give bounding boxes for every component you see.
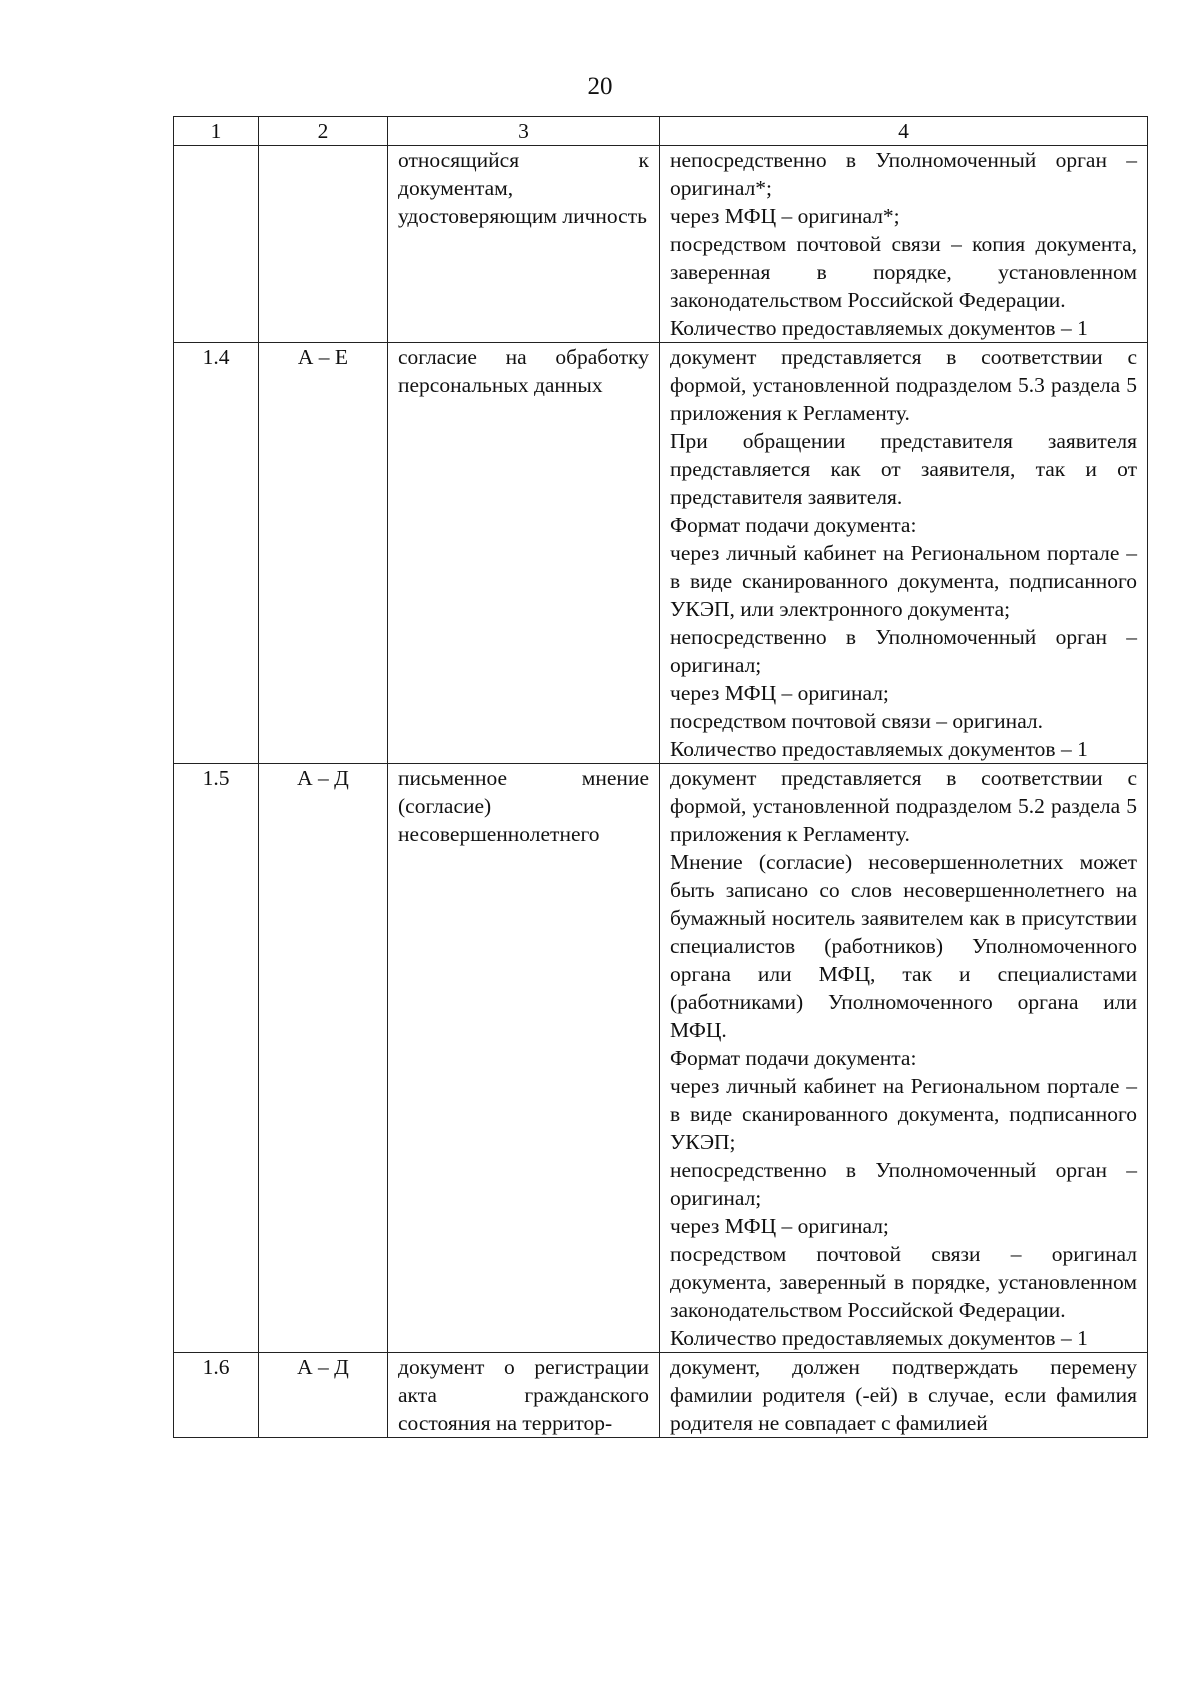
details-paragraph: Количество предоставляемых документов – 1 <box>670 316 1088 340</box>
page-number: 20 <box>587 73 613 100</box>
column-header-4: 4 <box>660 117 1148 146</box>
document-name: относящийся к документам, удостоверяющим личность <box>388 146 660 343</box>
details-paragraph: Количество предоставляемых документов – 1 <box>670 1326 1088 1350</box>
details-paragraph: документ представляется в соответствии с формой, установленной подразделом 5.3 раздела 5 приложения к Регламенту. <box>670 345 1137 425</box>
table-header-row <box>174 117 1148 146</box>
details-paragraph: Формат подачи документа: <box>670 513 917 537</box>
column-header-1: 1 <box>174 117 259 146</box>
table-row <box>174 764 1148 1353</box>
document-name: документ о регистрации акта гражданского состояния на территор- <box>388 1353 660 1438</box>
details-paragraph: непосредственно в Уполномоченный орган – оригинал; <box>670 625 1137 677</box>
applicant-categories: А – Е <box>259 343 388 764</box>
document-details <box>660 146 1148 343</box>
table-row <box>174 1353 1148 1438</box>
column-header-2: 2 <box>259 117 388 146</box>
details-paragraph: через МФЦ – оригинал; <box>670 681 889 705</box>
details-paragraph: посредством почтовой связи – копия документа, заверенная в порядке, установленном законодательством Российской Федерации. <box>670 232 1137 312</box>
table-row <box>174 343 1148 764</box>
details-paragraph: непосредственно в Уполномоченный орган – оригинал; <box>670 1158 1137 1210</box>
details-paragraph: документ, должен подтверждать перемену фамилии родителя (-ей) в случае, если фамилия родителя не совпадает с фамилией <box>670 1355 1137 1435</box>
details-paragraph: непосредственно в Уполномоченный орган – оригинал*; <box>670 148 1137 200</box>
details-paragraph: посредством почтовой связи – оригинал. <box>670 709 1044 733</box>
details-paragraph: Формат подачи документа: <box>670 1046 917 1070</box>
applicant-categories: А – Д <box>259 764 388 1353</box>
document-name: согласие на обработку персональных данных <box>388 343 660 764</box>
row-number <box>174 146 259 343</box>
row-number: 1.5 <box>174 764 259 1353</box>
column-header-3: 3 <box>388 117 660 146</box>
row-number: 1.4 <box>174 343 259 764</box>
details-paragraph: документ представляется в соответствии с формой, установленной подразделом 5.2 раздела 5 приложения к Регламенту. <box>670 766 1137 846</box>
document-details <box>660 343 1148 764</box>
details-paragraph: Мнение (согласие) несовершеннолетних может быть записано со слов несовершеннолетнего на бумажный носитель заявителем как в присутствии специалистов (работников) Уполномоченного органа или МФЦ, так и специалистами (работниками) Уполномоченного органа или МФЦ. <box>670 850 1137 1042</box>
documents-table <box>173 116 1148 1438</box>
details-paragraph: через МФЦ – оригинал*; <box>670 204 900 228</box>
applicant-categories <box>259 146 388 343</box>
details-paragraph: через личный кабинет на Региональном портале – в виде сканированного документа, подписанного УКЭП, или электронного документа; <box>670 541 1137 621</box>
table-row <box>174 146 1148 343</box>
applicant-categories: А – Д <box>259 1353 388 1438</box>
document-name: письменное мнение (согласие) несовершеннолетнего <box>388 764 660 1353</box>
details-paragraph: через МФЦ – оригинал; <box>670 1214 889 1238</box>
row-number: 1.6 <box>174 1353 259 1438</box>
document-details <box>660 1353 1148 1438</box>
details-paragraph: посредством почтовой связи – оригинал документа, заверенный в порядке, установленном законодательством Российской Федерации. <box>670 1242 1137 1322</box>
details-paragraph: Количество предоставляемых документов – 1 <box>670 737 1088 761</box>
details-paragraph: При обращении представителя заявителя представляется как от заявителя, так и от представителя заявителя. <box>670 429 1137 509</box>
details-paragraph: через личный кабинет на Региональном портале – в виде сканированного документа, подписанного УКЭП; <box>670 1074 1137 1154</box>
document-details <box>660 764 1148 1353</box>
